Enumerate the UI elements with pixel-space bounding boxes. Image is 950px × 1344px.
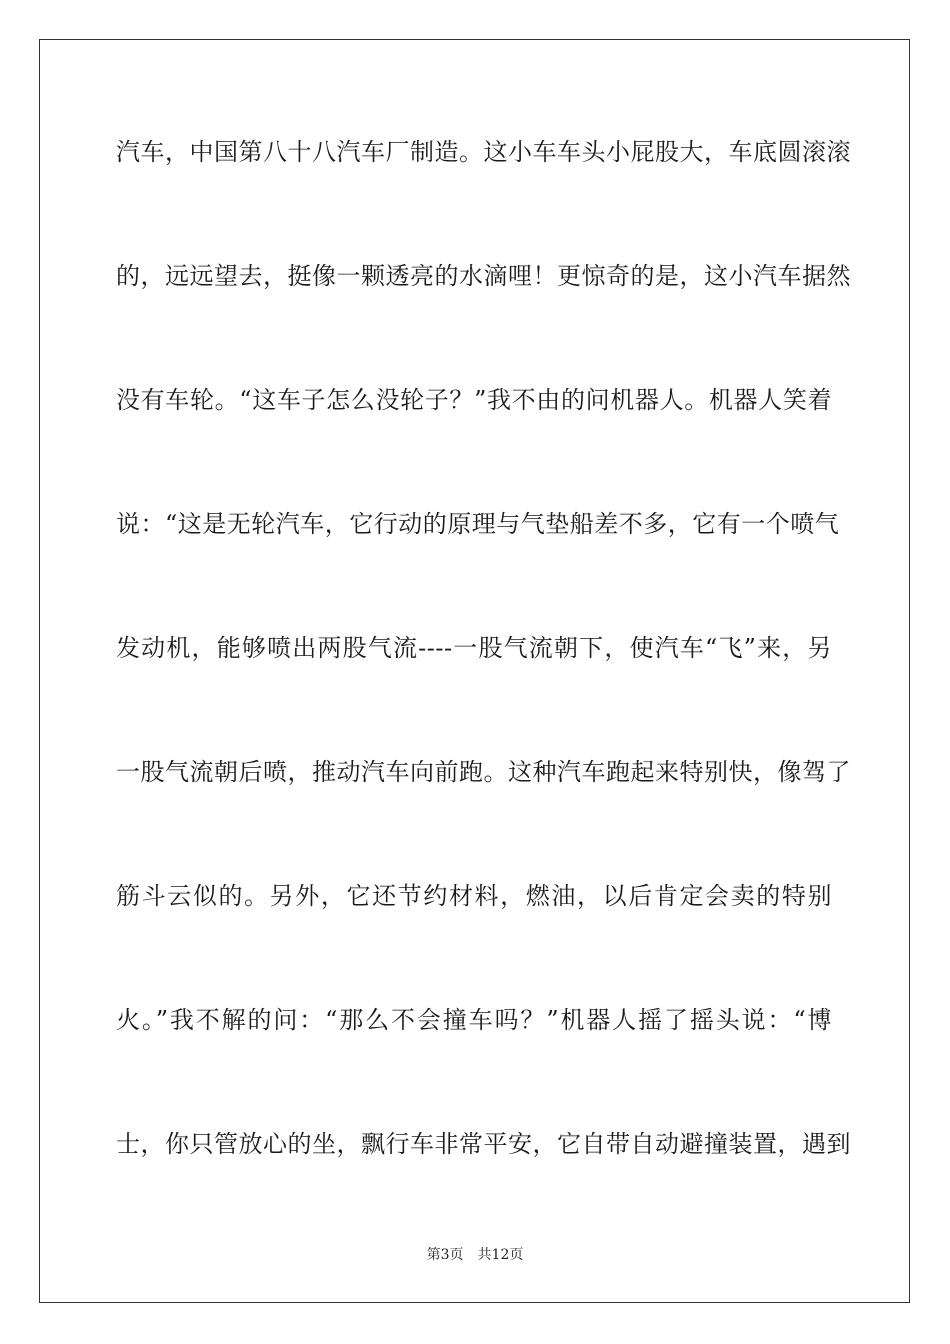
document-body xyxy=(116,128,851,1244)
text-line: 火。”我不解的问：“那么不会撞车吗？”机器人摇了摇头说：“博 xyxy=(116,1006,832,1034)
text-line: 汽车，中国第八十八汽车厂制造。这小车车头小屁股大，车底圆滚滚 xyxy=(116,138,851,166)
text-line: 一股气流朝后喷，推动汽车向前跑。这种汽车跑起来特别快，像驾了 xyxy=(116,758,851,786)
text-line: 没有车轮。“这车子怎么没轮子？”我不由的问机器人。机器人笑着 xyxy=(116,386,832,414)
text-line: 士，你只管放心的坐，飘行车非常平安，它自带自动避撞装置，遇到 xyxy=(116,1130,851,1158)
text-line: 的，远远望去，挺像一颗透亮的水滴哩！更惊奇的是，这小汽车据然 xyxy=(116,262,851,290)
page-footer xyxy=(0,1244,950,1264)
page-number: 第3页 xyxy=(426,1247,464,1263)
text-line: 说：“这是无轮汽车，它行动的原理与气垫船差不多，它有一个喷气 xyxy=(116,510,840,538)
page-total: 共12页 xyxy=(477,1247,524,1263)
text-line: 发动机，能够喷出两股气流----一股气流朝下，使汽车“飞”来，另 xyxy=(116,634,832,662)
text-line: 筋斗云似的。另外，它还节约材料，燃油，以后肯定会卖的特别 xyxy=(116,882,832,910)
